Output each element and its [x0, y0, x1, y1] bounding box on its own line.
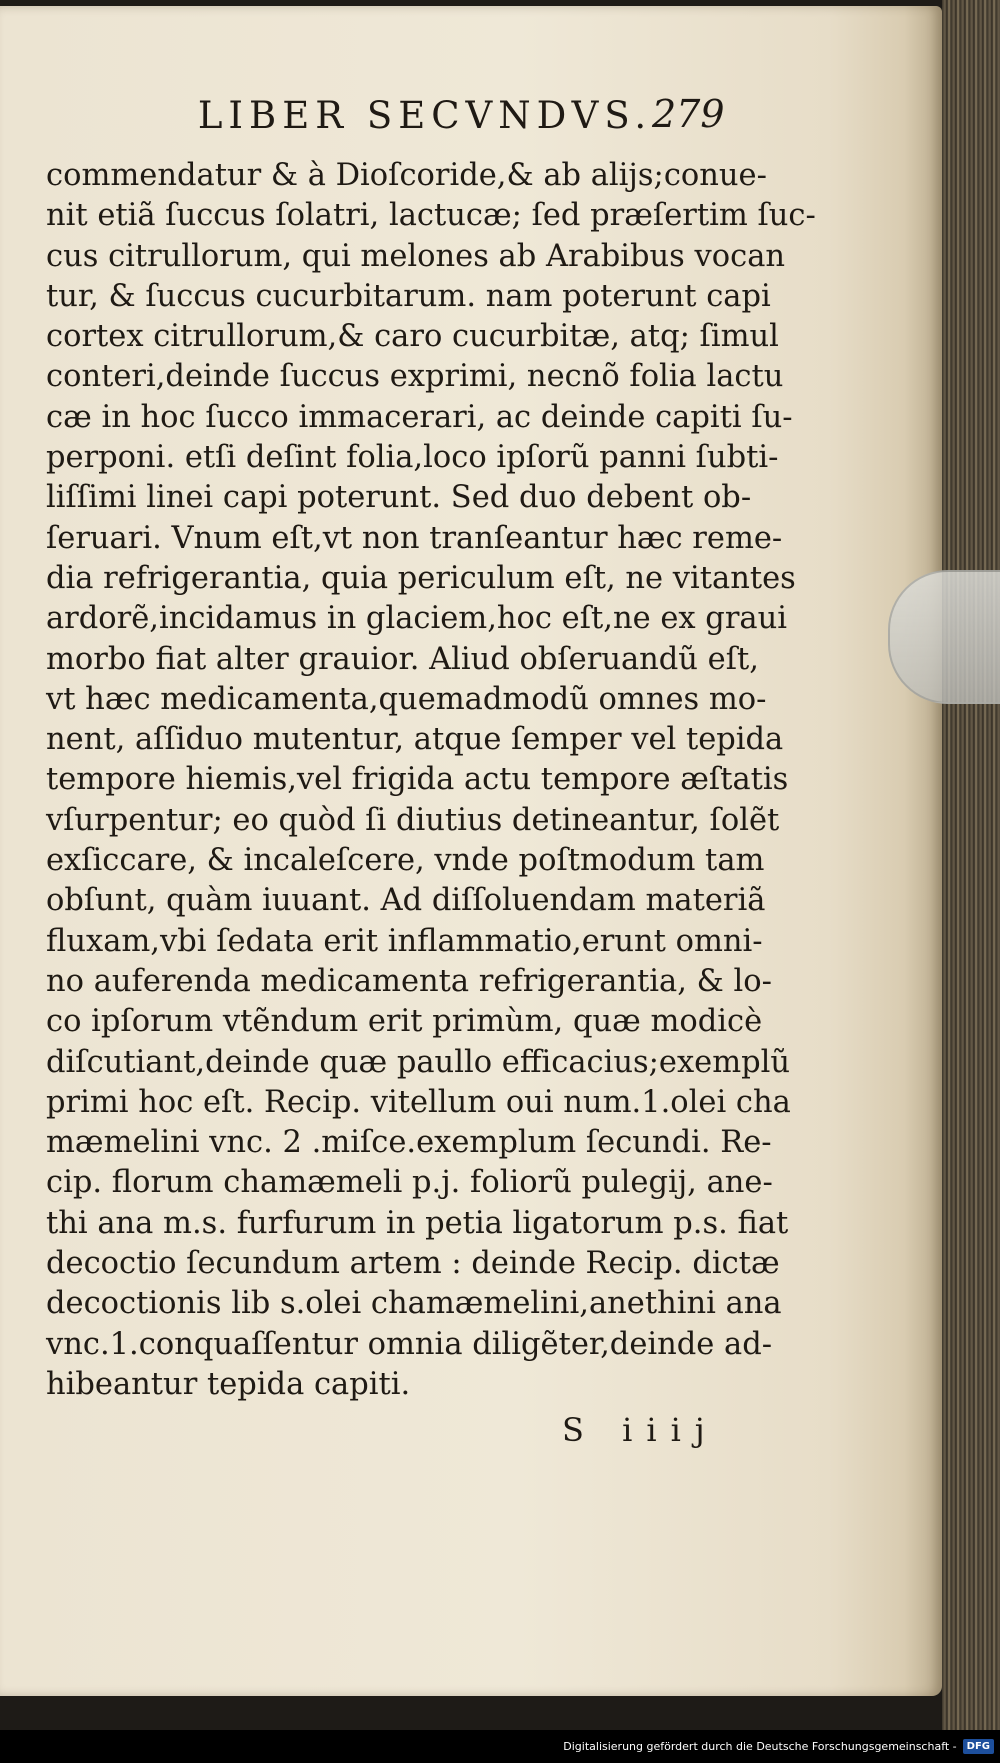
signature-mark: S iiij — [562, 1411, 719, 1449]
body-text — [46, 156, 816, 1405]
text-line: tempore hiemis,vel frigida actu tempore æſtatis — [46, 762, 789, 798]
text-line: cip. florum chamæmeli p.j. foliorũ pulegij, ane- — [46, 1165, 773, 1201]
text-line: nit etiã ſuccus ſolatri, lactucæ; ſed præſertim ſuc- — [46, 198, 816, 234]
text-line: vſurpentur; eo quòd ſi diutius detineantur, ſolẽt — [46, 802, 780, 838]
text-line: tur, & ſuccus cucurbitarum. nam poterunt capi — [46, 278, 771, 314]
text-line: decoctio ſecundum artem : deinde Recip. dictæ — [46, 1246, 780, 1282]
text-line: primi hoc eſt. Recip. vitellum oui num.1.olei cha — [46, 1084, 791, 1120]
text-line: vt hæc medicamenta,quemadmodũ omnes mo- — [46, 681, 767, 717]
text-line: decoctionis lib s.olei chamæmelini,anethini ana — [46, 1286, 782, 1322]
text-line: commendatur & à Dioſcoride,& ab alijs;conue- — [46, 158, 767, 193]
text-line: obſunt, quàm iuuant. Ad diſſoluendam materiã — [46, 883, 766, 919]
dfg-logo: DFG — [963, 1739, 994, 1754]
page-number: 279 — [652, 92, 725, 136]
footer-credit: Digitalisierung gefördert durch die Deutsche Forschungsgemeinschaft - — [563, 1740, 957, 1753]
text-line: fluxam,vbi ſedata erit inflammatio,erunt omni- — [46, 923, 763, 959]
text-line: dia refrigerantia, quia periculum eſt, ne vitantes — [46, 560, 796, 596]
text-line: diſcutiant,deinde quæ paullo efficacius;exemplũ — [46, 1044, 791, 1080]
footer-bar — [0, 1730, 1000, 1763]
text-line: conteri,deinde ſuccus exprimi, necnõ folia lactu — [46, 359, 784, 395]
text-line: no auferenda medicamenta refrigerantia, & lo- — [46, 963, 772, 999]
text-line: hibeantur tepida capiti. — [46, 1366, 411, 1402]
text-line: morbo fiat alter grauior. Aliud obſeruandũ eſt, — [46, 641, 759, 677]
text-line: vnc.1.conquaſſentur omnia diligẽter,deinde ad- — [46, 1326, 773, 1362]
text-line: exſiccare, & incaleſcere, vnde poſtmodum tam — [46, 843, 765, 879]
text-line: co ipſorum vtẽndum erit primùm, quæ modicè — [46, 1004, 763, 1040]
book-page-edges — [942, 0, 1000, 1730]
text-line: thi ana m.s. furfurum in petia ligatorum p.s. fiat — [46, 1205, 789, 1241]
book-page — [0, 6, 942, 1696]
text-line: nent, aſſiduo mutentur, atque ſemper vel tepida — [46, 722, 784, 758]
text-line: ſeruari. Vnum eſt,vt non tranſeantur hæc reme- — [46, 520, 783, 556]
text-line: perponi. etſi deſint folia,loco ipſorũ panni ſubti- — [46, 440, 779, 476]
text-line: cortex citrullorum,& caro cucurbitæ, atq; ſimul — [46, 319, 779, 355]
text-line: liſſimi linei capi poterunt. Sed duo debent ob- — [46, 480, 752, 516]
text-line: cus citrullorum, qui melones ab Arabibus vocan — [46, 238, 786, 274]
running-head: LIBER SECVNDVS. — [197, 94, 653, 137]
text-line: ardorẽ,incidamus in glaciem,hoc eſt,ne ex graui — [46, 601, 787, 637]
page-clip — [888, 570, 1000, 704]
text-line: cæ in hoc ſucco immacerari, ac deinde capiti ſu- — [46, 399, 793, 435]
text-line: mæmelini vnc. 2 .miſce.exemplum ſecundi. Re- — [46, 1125, 772, 1161]
